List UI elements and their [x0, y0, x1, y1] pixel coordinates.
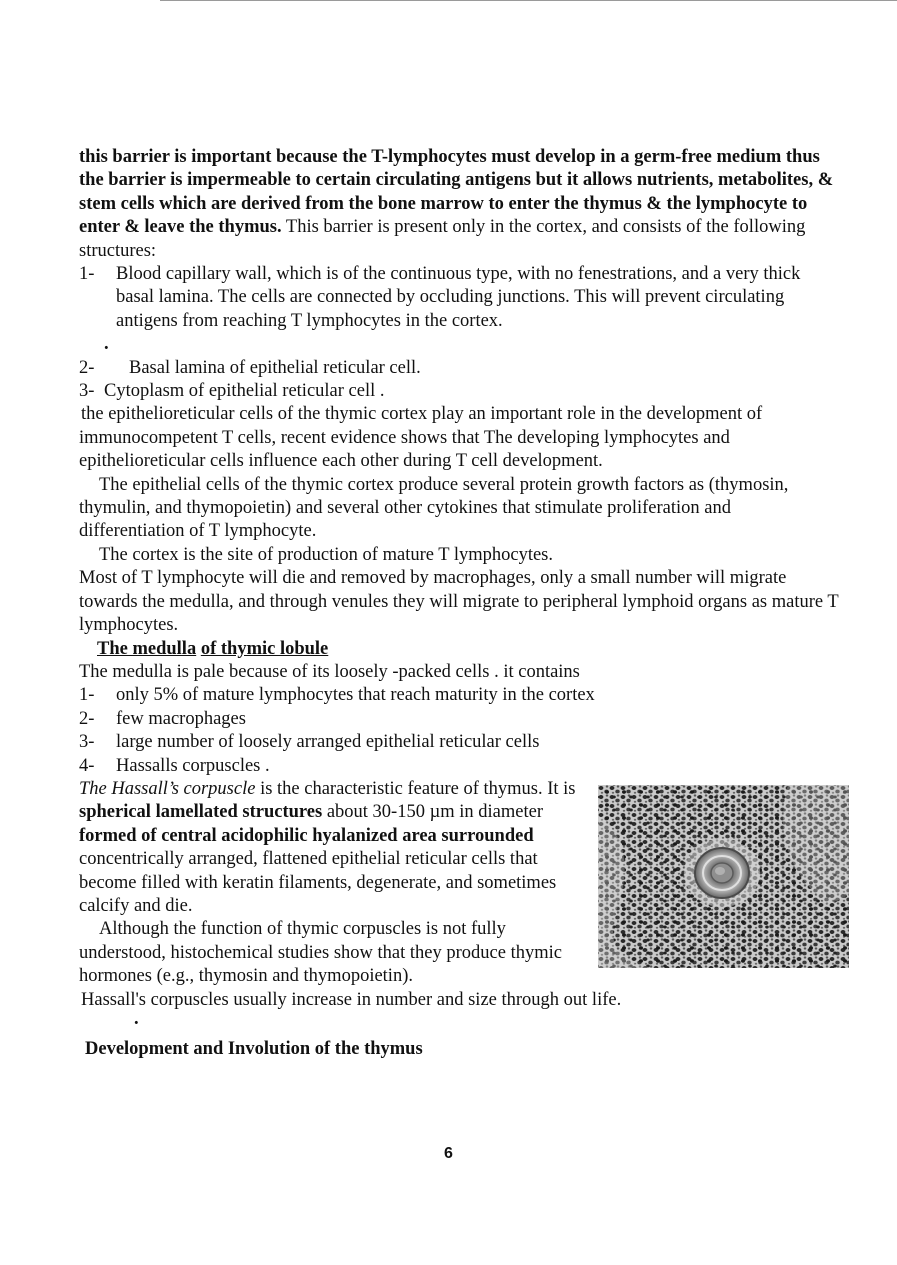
paragraph-lymphocyte-fate: Most of T lymphocyte will die and removed by macrophages, only a small number will migrate towards the medulla, and through venules they will migrate to peripheral lymphoid organs as mature T lymphocytes.	[79, 568, 839, 636]
list-number: 1-	[79, 264, 95, 285]
development-heading: Development and Involution of the thymus	[85, 1039, 423, 1060]
list-text: large number of loosely arranged epithelial reticular cells	[116, 732, 540, 753]
list-text: Basal lamina of epithelial reticular cell.	[129, 357, 421, 378]
stray-dot-2: .	[134, 1009, 139, 1030]
hassall-term: The Hassall’s corpuscle	[79, 778, 256, 799]
medulla-heading-part1: The medulla	[97, 638, 197, 659]
list-number: 3-	[79, 381, 95, 402]
medulla-item-1	[79, 684, 839, 707]
paragraph-epithelioreticular: the epithelioreticular cells of the thymic cortex play an important role in the development of immunocompetent T cells, recent evidence shows that The developing lymphocytes and epithelioreticular cells influence each other during T cell development.	[79, 404, 763, 472]
intro-rest: This barrier is present only in the cortex, and consists of the following structures:	[79, 217, 806, 261]
top-rule	[160, 0, 897, 1]
barrier-item-1	[79, 263, 839, 333]
hassall-corpuscle-micrograph-image	[598, 785, 849, 968]
paragraph-growth-factors: The epithelial cells of the thymic cortex produce several protein growth factors as (thymosin, thymulin, and thymopoietin) and several other cytokines that stimulate proliferation and differentiation of T lymphocyte.	[79, 474, 789, 542]
list-number: 4-	[79, 755, 95, 776]
list-text: Cytoplasm of epithelial reticular cell .	[104, 381, 385, 402]
medulla-heading	[97, 638, 839, 661]
medulla-heading-part2: of thymic lobule	[200, 638, 329, 659]
list-text: Hassalls corpuscles .	[116, 755, 270, 776]
hassall-text-3: concentrically arranged, flattened epithelial reticular cells that become filled with keratin filaments, degenerate, and sometimes calcify and die.	[79, 849, 557, 916]
list-number: 2-	[79, 708, 95, 729]
list-text: few macrophages	[116, 708, 246, 729]
hassall-bold-2: formed of central acidophilic hyalanized area surrounded	[79, 825, 534, 846]
list-text: only 5% of mature lymphocytes that reach maturity in the cortex	[116, 685, 595, 706]
medulla-item-4	[79, 755, 839, 778]
list-number: 2-	[79, 357, 95, 378]
hassall-paragraph-2: Although the function of thymic corpuscles is not fully understood, histochemical studies show that they produce thymic hormones (e.g., thymosin and thymopoietin).	[79, 919, 562, 987]
intro-paragraph	[79, 146, 839, 263]
medulla-item-2	[79, 708, 839, 731]
page-number: 6	[444, 1145, 453, 1162]
hassall-paragraph-3: Hassall's corpuscles usually increase in number and size through out life.	[81, 989, 622, 1010]
page-content	[79, 146, 839, 1061]
medulla-intro: The medulla is pale because of its loosely -packed cells . it contains	[79, 661, 580, 682]
intro-bold: this barrier is important because the T-lymphocytes must develop in a germ-free medium thus the barrier is impermeable to certain circulating antigens but it allows nutrients, metabolites, & stem cells which are derived from the bone marrow to enter the thymus & the lymphocyte to enter & leave the thymus.	[79, 147, 834, 238]
barrier-item-3	[79, 380, 839, 403]
barrier-item-2	[79, 357, 839, 380]
hassall-text-2: about 30-150 µm in diameter	[326, 802, 543, 823]
hassall-bold-1: spherical lamellated structures	[79, 802, 323, 823]
list-number: 3-	[79, 732, 95, 753]
list-number: 1-	[79, 685, 95, 706]
hassall-text-1: is the characteristic feature of thymus. It is	[260, 778, 576, 799]
stray-dot: .	[104, 334, 109, 355]
paragraph-cortex-site: The cortex is the site of production of mature T lymphocytes.	[99, 544, 553, 565]
medulla-item-3	[79, 731, 839, 754]
micrograph-figure	[598, 785, 849, 968]
list-text: Blood capillary wall, which is of the continuous type, with no fenestrations, and a very thick basal lamina. The cells are connected by occluding junctions. This will prevent circulating antigens from reaching T lymphocytes in the cortex.	[116, 264, 801, 331]
